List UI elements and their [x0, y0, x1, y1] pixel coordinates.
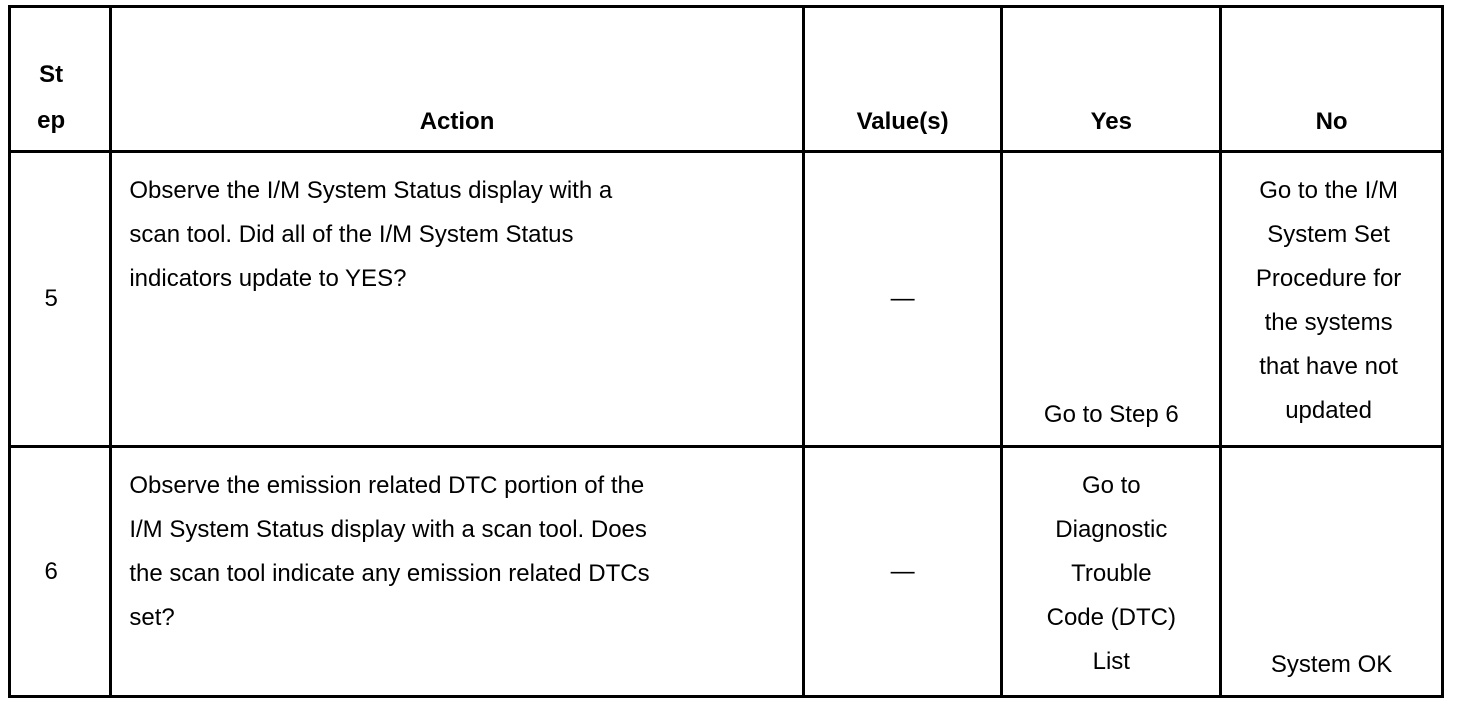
- no-text: Go to the I/M System Set Procedure for the systems that have not updated: [1221, 152, 1443, 447]
- no-text: System OK: [1221, 447, 1443, 697]
- table-row: [10, 447, 1443, 697]
- step-number: 5: [10, 152, 111, 447]
- diagnostic-table: [8, 5, 1444, 698]
- header-values: Value(s): [803, 7, 1002, 152]
- action-text: Observe the emission related DTC portion of the I/M System Status display with a scan tool. Does the scan tool indicate any emission related DTCs set?: [111, 447, 803, 697]
- yes-text: Go to Diagnostic Trouble Code (DTC) List: [1002, 447, 1221, 697]
- value-text: —: [803, 152, 1002, 447]
- header-row: [10, 7, 1443, 152]
- table-row: [10, 152, 1443, 447]
- header-no: No: [1221, 7, 1443, 152]
- yes-text: Go to Step 6: [1002, 152, 1221, 447]
- header-yes: Yes: [1002, 7, 1221, 152]
- value-text: —: [803, 447, 1002, 697]
- header-step: St ep: [10, 7, 111, 152]
- header-action: Action: [111, 7, 803, 152]
- action-text: Observe the I/M System Status display with a scan tool. Did all of the I/M System Status indicators update to YES?: [111, 152, 803, 447]
- step-number: 6: [10, 447, 111, 697]
